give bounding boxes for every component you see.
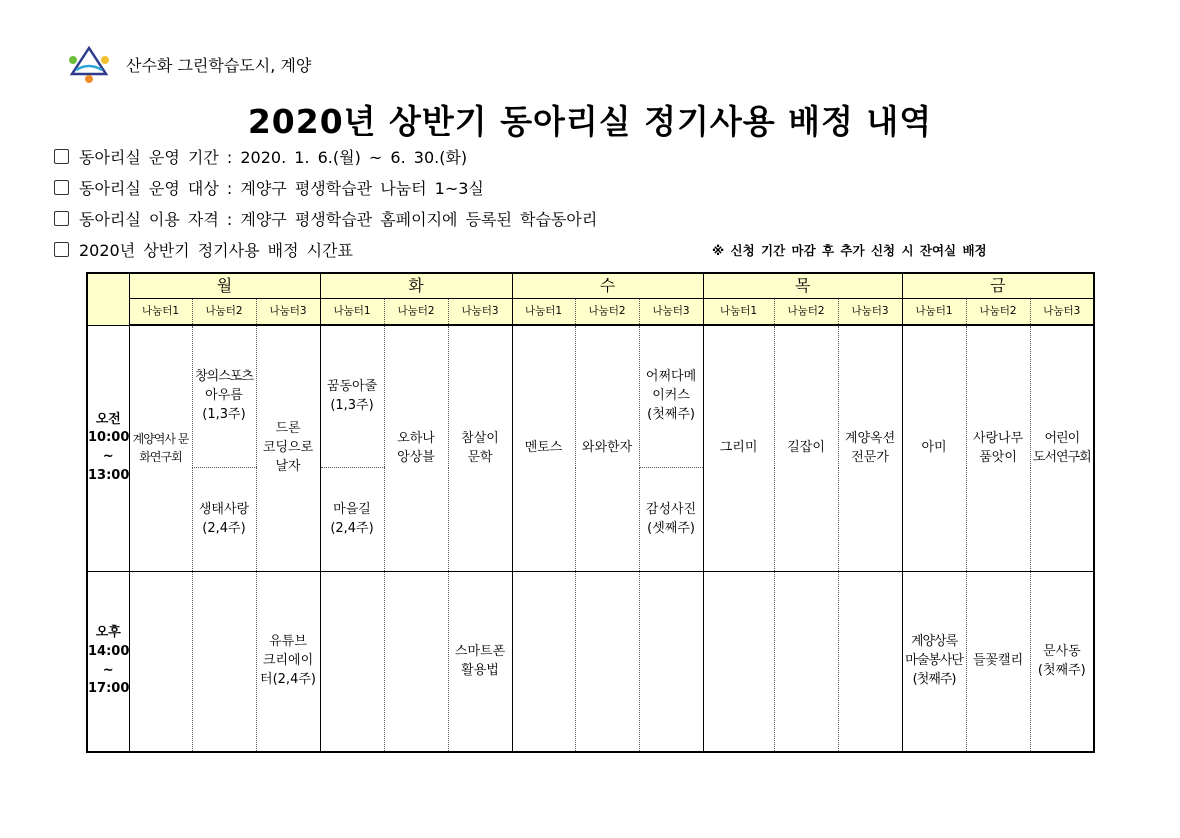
club-name: 코딩으로 [262, 440, 314, 456]
club-name: 마술봉사단 [905, 653, 963, 669]
slot-mon-room2-pm [192, 572, 256, 753]
time-text: 오후 [95, 624, 121, 640]
club-name: 문학 [467, 449, 493, 465]
slot-fri-room2-am [966, 325, 1030, 572]
slot-mon-room1-am [129, 325, 192, 572]
club-name: 참살이 [461, 430, 499, 446]
club-name: 계양옥션 [844, 430, 896, 446]
room-header: 나눔터3 [1030, 299, 1094, 326]
slot-mon-room3-pm [256, 572, 320, 753]
time-label-pm [87, 572, 129, 753]
day-header-thu: 목 [703, 273, 902, 299]
slot-tue-room3-pm [448, 572, 512, 753]
info-text: 2020년 상반기 정기사용 배정 시간표 [79, 241, 353, 260]
room-header: 나눔터1 [703, 299, 774, 326]
room-header: 나눔터2 [774, 299, 838, 326]
slot-fri-room3-pm [1030, 572, 1094, 753]
checkbox-icon [54, 211, 69, 226]
room-header: 나눔터2 [384, 299, 448, 326]
club-name: 품앗이 [979, 449, 1017, 465]
room-header: 나눔터1 [902, 299, 966, 326]
day-header-fri: 금 [902, 273, 1094, 299]
club-name: 멘토스 [524, 440, 563, 456]
room-header: 나눔터3 [256, 299, 320, 326]
club-name: 사랑나무 [972, 430, 1024, 446]
checkbox-icon [54, 242, 69, 257]
slot-mon-room2-am-bottom [192, 468, 256, 572]
club-name: 감성사진 [645, 501, 697, 517]
club-schedule: (2,4주) [330, 520, 374, 536]
club-name: 앙상블 [397, 449, 435, 465]
slot-fri-room2-pm [966, 572, 1030, 753]
club-name: 문사동 [1042, 643, 1081, 659]
club-name: 어린이 [1044, 430, 1080, 446]
slot-wed-room1-am [512, 325, 575, 572]
club-name: 도서연구회 [1032, 449, 1091, 465]
slot-thu-room1-pm [703, 572, 774, 753]
room-header: 나눔터2 [575, 299, 639, 326]
time-text: 오전 [95, 411, 121, 427]
slot-wed-room3-am-top [639, 325, 703, 468]
club-name: 유튜브 [269, 634, 307, 650]
club-name: 들꽃캘리 [972, 653, 1024, 669]
club-schedule: (2,4주) [202, 520, 246, 536]
slot-wed-room3-pm [639, 572, 703, 753]
room-header: 나눔터2 [192, 299, 256, 326]
slogan: 산수화 그린학습도시, 계양 [126, 55, 312, 75]
schedule-table [86, 272, 1095, 753]
info-line-timetable [54, 238, 353, 261]
club-name: 마을길 [333, 501, 371, 517]
club-name: 계양역사 문화연구회 [132, 432, 189, 464]
room-header: 나눔터3 [639, 299, 703, 326]
checkbox-icon [54, 180, 69, 195]
club-schedule: (1,3주) [202, 406, 246, 422]
slot-tue-room3-am [448, 325, 512, 572]
slot-mon-room1-pm [129, 572, 192, 753]
slot-wed-room2-am [575, 325, 639, 572]
club-name: 아미 [921, 440, 947, 456]
info-line-qualification [54, 207, 597, 230]
header [66, 44, 311, 84]
day-header-tue: 화 [320, 273, 512, 299]
slot-fri-room1-am [902, 325, 966, 572]
time-label-am [87, 325, 129, 572]
club-name: 와와한자 [581, 440, 633, 456]
slot-fri-room1-pm [902, 572, 966, 753]
time-text: ~ [102, 662, 114, 678]
checkbox-icon [54, 149, 69, 164]
club-name: 그리미 [719, 440, 758, 456]
time-text: 13:00 [88, 468, 130, 484]
slot-thu-room2-am [774, 325, 838, 572]
note: ※ 신청 기간 마감 후 추가 신청 시 잔여실 배정 [712, 243, 987, 258]
club-name: 아우름 [205, 388, 243, 404]
slot-thu-room3-am [838, 325, 902, 572]
time-text: ~ [102, 449, 114, 465]
club-name: 드론 [275, 421, 301, 437]
room-header: 나눔터1 [512, 299, 575, 326]
club-schedule: (셋째주) [647, 520, 695, 536]
info-text: 동아리실 운영 대상 : 계양구 평생학습관 나눔터 1~3실 [79, 179, 484, 198]
club-name: 전문가 [851, 449, 889, 465]
corner-cell [87, 273, 129, 325]
day-header-wed: 수 [512, 273, 703, 299]
slot-tue-room2-am [384, 325, 448, 572]
club-name: 계양상록 [910, 634, 958, 650]
club-name: 활용법 [461, 662, 499, 678]
time-text: 17:00 [88, 681, 130, 697]
club-name: 터(2,4주) [260, 671, 316, 687]
club-schedule: (첫째주) [1037, 662, 1086, 678]
club-name: 이커스 [652, 388, 690, 404]
room-header: 나눔터2 [966, 299, 1030, 326]
mountain-water-flower-logo [66, 44, 112, 84]
slot-tue-room1-am-bottom [320, 468, 384, 572]
slot-fri-room3-am [1030, 325, 1094, 572]
slot-thu-room2-pm [774, 572, 838, 753]
info-line-period [54, 145, 467, 168]
info-text: 동아리실 운영 기간 : 2020. 1. 6.(월) ~ 6. 30.(화) [79, 148, 468, 167]
room-header: 나눔터3 [838, 299, 902, 326]
slot-thu-room1-am [703, 325, 774, 572]
slot-mon-room2-am-top [192, 325, 256, 468]
club-name: 생태사랑 [198, 501, 250, 517]
info-line-target [54, 176, 484, 199]
slot-mon-room3-am [256, 325, 320, 572]
room-header: 나눔터3 [448, 299, 512, 326]
club-name: 어쩌다메 [645, 369, 697, 385]
room-header: 나눔터1 [320, 299, 384, 326]
slot-thu-room3-pm [838, 572, 902, 753]
time-text: 10:00 [88, 430, 130, 446]
club-name: 창의스포츠 [195, 369, 253, 385]
day-header-mon: 월 [129, 273, 320, 299]
slot-tue-room2-pm [384, 572, 448, 753]
slot-tue-room1-pm [320, 572, 384, 753]
room-header: 나눔터1 [129, 299, 192, 326]
page-title: 2020년 상반기 동아리실 정기사용 배정 내역 [247, 102, 933, 141]
time-text: 14:00 [88, 643, 130, 659]
info-text: 동아리실 이용 자격 : 계양구 평생학습관 홈페이지에 등록된 학습동아리 [79, 210, 598, 229]
club-name: 날자 [275, 458, 301, 474]
club-name: 스마트폰 [454, 643, 506, 659]
club-name: 길잡이 [787, 440, 825, 456]
club-schedule: (첫째주) [647, 406, 695, 422]
slot-wed-room3-am-bottom [639, 468, 703, 572]
slot-wed-room2-pm [575, 572, 639, 753]
slot-tue-room1-am-top [320, 325, 384, 468]
club-schedule: (1,3주) [330, 397, 374, 413]
club-name: 꿈동아줄 [326, 378, 378, 394]
club-schedule: (첫째주) [912, 671, 956, 687]
slot-wed-room1-pm [512, 572, 575, 753]
club-name: 크리에이 [262, 653, 314, 669]
club-name: 오하나 [397, 430, 435, 446]
